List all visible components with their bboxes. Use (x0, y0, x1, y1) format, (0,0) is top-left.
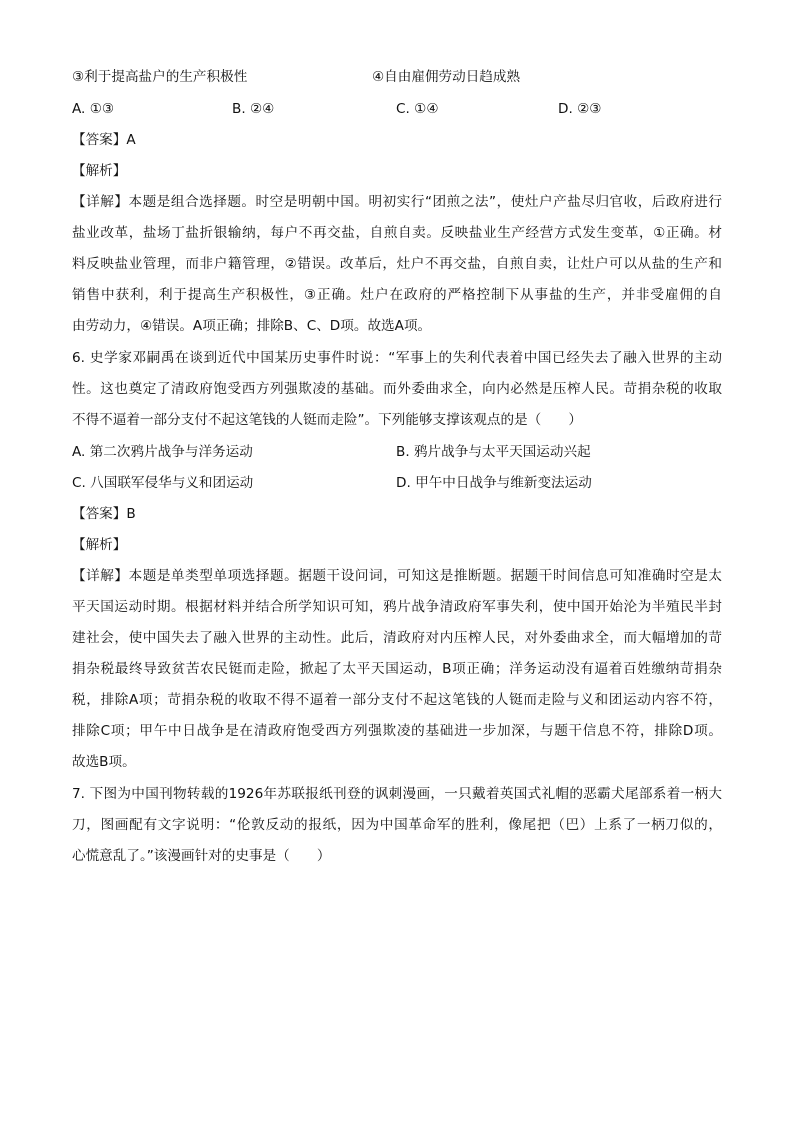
q5-detail-line: 盐业改革，盐场丁盐折银输纳，每户不再交盐，自煎自卖。反映盐业生产经营方式发生变革，①正确。材 (72, 225, 722, 241)
q6-detail-line: 故选B项。 (72, 754, 136, 770)
q6-option-b: B. 鸦片战争与太平天国运动兴起 (396, 444, 591, 460)
q7-stem-line: 7. 下图为中国刊物转载的1926年苏联报纸刊登的讽刺漫画，一只戴着英国式礼帽的恶霸犬尾部系着一柄大 (72, 786, 722, 802)
q6-answer: 【答案】B (72, 506, 136, 522)
q6-stem-line: 性。这也奠定了清政府饱受西方列强欺凌的基础。而外委曲求全，向内必然是压榨人民。苛捐杂税的收取 (72, 381, 722, 397)
q6-stem-line: 不得不逼着一部分支付不起这笔钱的人铤而走险”。下列能够支撑该观点的是（ ） (72, 412, 583, 428)
q5-analysis-label: 【解析】 (72, 163, 127, 179)
q6-detail-line: 税，排除A项；苛捐杂税的收取不得不逼着一部分支付不起这笔钱的人铤而走险与义和团运动内容不符， (72, 692, 722, 708)
q5-detail-line: 销售中获利，利于提高生产积极性，③正确。灶户在政府的严格控制下从事盐的生产，并非受雇佣的自 (72, 287, 722, 303)
q5-option-c: C. ①④ (396, 101, 439, 117)
q5-option-a: A. ①③ (72, 101, 115, 117)
q5-detail-line: 【详解】本题是组合选择题。时空是明朝中国。明初实行“团煎之法”，使灶户产盐尽归官收，后政府进行 (72, 194, 722, 210)
q7-stem-line: 心慌意乱了。”该漫画针对的史事是（ ） (72, 848, 331, 864)
q6-option-a: A. 第二次鸦片战争与洋务运动 (72, 444, 253, 460)
q5-option-b: B. ②④ (232, 101, 275, 117)
q5-statement-4: ④自由雇佣劳动日趋成熟 (372, 69, 521, 85)
q6-analysis-label: 【解析】 (72, 537, 127, 553)
q6-detail-line: 捐杂税最终导致贫苦农民铤而走险，掀起了太平天国运动，B项正确；洋务运动没有逼着百姓缴纳苛捐杂 (72, 661, 722, 677)
q6-option-c: C. 八国联军侵华与义和团运动 (72, 475, 254, 491)
q5-detail-line: 由劳动力，④错误。A项正确；排除B、C、D项。故选A项。 (72, 318, 432, 334)
q6-stem-line: 6. 史学家邓嗣禹在谈到近代中国某历史事件时说：“军事上的失利代表着中国已经失去了融入世界的主动 (72, 350, 722, 366)
q7-stem-line: 刀，图画配有文字说明：“伦敦反动的报纸，因为中国革命军的胜利，像尾把（巴）上系了一柄刀似的， (72, 817, 722, 833)
q6-detail-line: 平天国运动时期。根据材料并结合所学知识可知，鸦片战争清政府军事失利，使中国开始沦为半殖民半封 (72, 599, 722, 615)
q6-detail-line: 建社会，使中国失去了融入世界的主动性。此后，清政府对内压榨人民，对外委曲求全，而大幅增加的苛 (72, 630, 722, 646)
q5-statement-3: ③利于提高盐户的生产积极性 (72, 69, 248, 85)
q6-detail-line: 【详解】本题是单类型单项选择题。据题干设问词，可知这是推断题。据题干时间信息可知准确时空是太 (72, 568, 722, 584)
q5-answer: 【答案】A (72, 132, 136, 148)
q6-detail-line: 排除C项；甲午中日战争是在清政府饱受西方列强欺凌的基础进一步加深，与题干信息不符，排除D项。 (72, 723, 722, 739)
q5-option-d: D. ②③ (558, 101, 602, 117)
q6-option-d: D. 甲午中日战争与维新变法运动 (396, 475, 592, 491)
q5-detail-line: 料反映盐业管理，而非户籍管理，②错误。改革后，灶户不再交盐，自煎自卖，让灶户可以从盐的生产和 (72, 256, 722, 272)
